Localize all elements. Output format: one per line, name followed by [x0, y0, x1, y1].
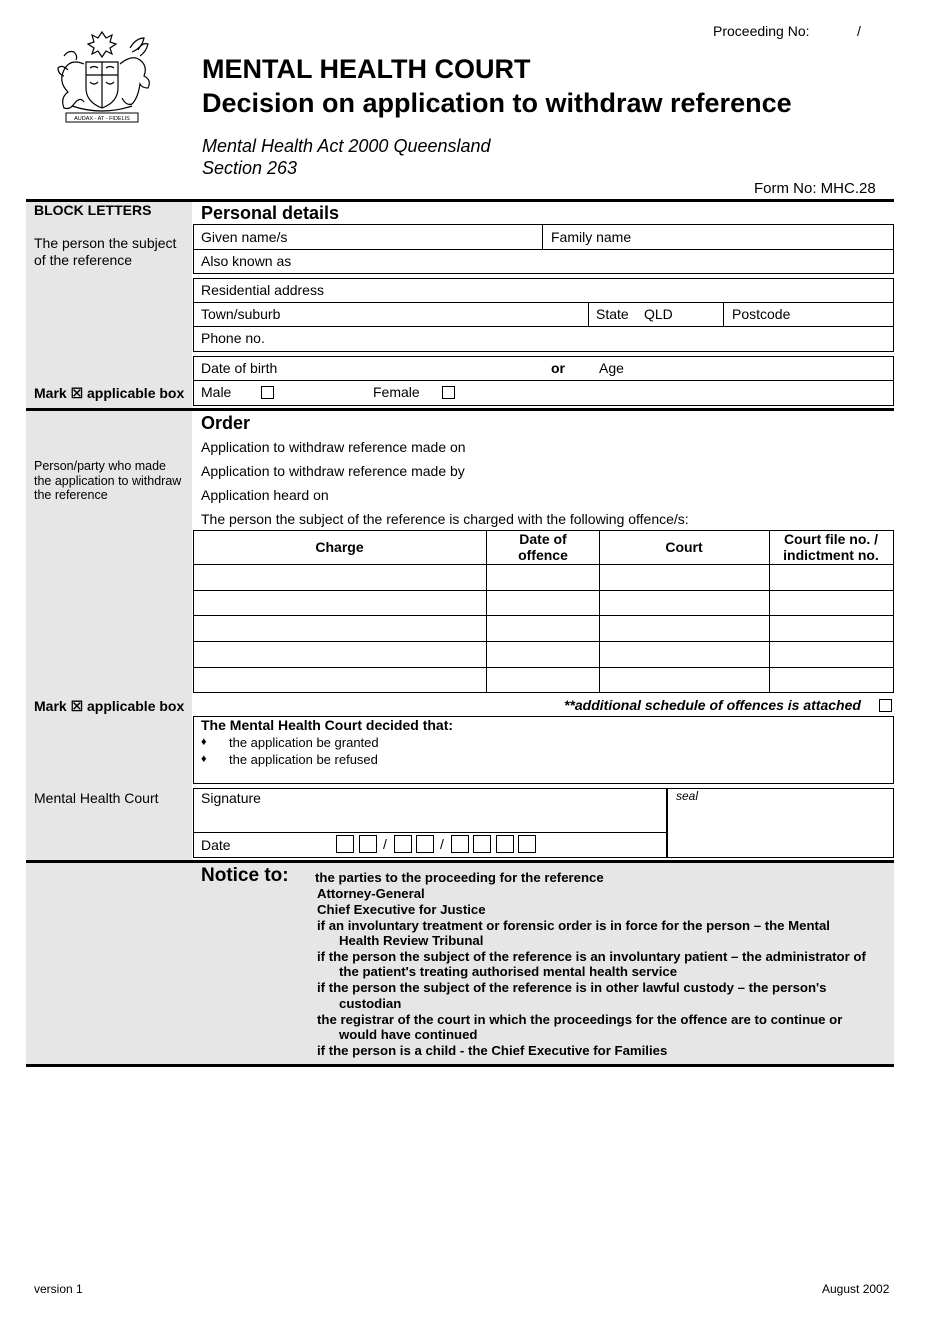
date-label: Date: [201, 837, 231, 853]
heard-on-field[interactable]: Application heard on: [201, 487, 329, 503]
date-digit-box[interactable]: [416, 835, 434, 853]
date-digit-box[interactable]: [359, 835, 377, 853]
state-value: QLD: [644, 306, 673, 322]
aka-field[interactable]: Also known as: [201, 253, 292, 269]
divider: [588, 302, 589, 326]
proceeding-no-label: Proceeding No:: [713, 23, 810, 39]
divider: [723, 302, 724, 326]
notice-line: custodian: [339, 996, 402, 1011]
column-header-charge: Charge: [315, 539, 364, 555]
signature-field[interactable]: Signature: [201, 790, 261, 806]
order-title: Order: [201, 413, 251, 433]
divider: [26, 199, 894, 202]
postcode-field[interactable]: Postcode: [732, 306, 791, 322]
applicant-label: Person/party who made the application to withdraw the reference: [34, 459, 182, 502]
female-label: Female: [373, 384, 420, 400]
additional-schedule-checkbox[interactable]: [879, 699, 892, 712]
bullet-diamond-icon: ♦: [201, 753, 207, 765]
bullet-diamond-icon: ♦: [201, 736, 207, 748]
divider: [193, 302, 894, 303]
column-header-court-file: Court file no. / indictment no.: [783, 531, 879, 563]
divider: [486, 530, 487, 693]
form-number: Form No: MHC.28: [754, 180, 876, 197]
seal-box: [667, 788, 894, 858]
notice-line: if the person is a child - the Chief Executive for Families: [317, 1043, 668, 1058]
notice-line: the parties to the proceeding for the reference: [315, 870, 604, 885]
divider: [26, 860, 894, 863]
table-row[interactable]: [194, 668, 486, 693]
given-names-field[interactable]: Given name/s: [201, 229, 288, 245]
notice-line: the patient's treating authorised mental health service: [339, 964, 678, 979]
column-header-date-of-offence: Date of offence: [518, 531, 568, 563]
personal-details-title: Personal details: [201, 203, 340, 223]
age-field[interactable]: Age: [599, 360, 624, 376]
date-digit-box[interactable]: [518, 835, 536, 853]
made-by-field[interactable]: Application to withdraw reference made by: [201, 463, 465, 479]
notice-line: Health Review Tribunal: [339, 933, 484, 948]
female-checkbox[interactable]: [442, 386, 455, 399]
state-label: State: [596, 306, 629, 322]
sidebar-personal: [26, 202, 192, 409]
divider: [193, 380, 894, 381]
notice-line: if an involuntary treatment or forensic order is in force for the person – the Mental: [317, 918, 830, 933]
proceeding-no-separator: /: [857, 23, 861, 39]
mark-box-instruction: Mark ☒ applicable box: [34, 385, 185, 401]
queensland-coat-of-arms: [50, 26, 154, 126]
divider: [769, 530, 770, 693]
form-subtitle: Decision on application to withdraw reference: [202, 88, 792, 118]
table-row[interactable]: [194, 591, 486, 615]
decision-title: The Mental Health Court decided that:: [201, 717, 454, 733]
divider: [26, 408, 894, 411]
date-digit-box[interactable]: [473, 835, 491, 853]
dob-field[interactable]: Date of birth: [201, 360, 278, 376]
date-digit-box[interactable]: [496, 835, 514, 853]
table-row[interactable]: [194, 616, 486, 641]
option-refused[interactable]: the application be refused: [229, 752, 378, 767]
charged-with-label: The person the subject of the reference is charged with the following offence/s:: [201, 511, 689, 527]
crest-motto: AUDAX - AT - FIDELIS: [74, 116, 130, 122]
made-on-field[interactable]: Application to withdraw reference made on: [201, 439, 466, 455]
male-label: Male: [201, 384, 232, 400]
divider: [542, 224, 543, 249]
notice-line: Chief Executive for Justice: [317, 902, 486, 917]
male-checkbox[interactable]: [261, 386, 274, 399]
phone-field[interactable]: Phone no.: [201, 330, 265, 346]
notice-line: if the person the subject of the reference is an involuntary patient – the administrator of: [317, 949, 866, 964]
divider: [193, 326, 894, 327]
family-name-field[interactable]: Family name: [551, 229, 632, 245]
date-digit-box[interactable]: [451, 835, 469, 853]
notice-line: Attorney-General: [317, 886, 425, 901]
or-label: or: [551, 360, 565, 376]
option-granted[interactable]: the application be granted: [229, 735, 379, 750]
subject-person-label: The person the subject of the reference: [34, 235, 177, 268]
divider: [193, 249, 894, 250]
notice-line: the registrar of the court in which the proceedings for the offence are to continue or: [317, 1012, 843, 1027]
notice-title: Notice to:: [201, 865, 289, 886]
date-digit-box[interactable]: [336, 835, 354, 853]
seal-label: seal: [676, 789, 699, 803]
date-separator: /: [383, 836, 387, 852]
dob-sex-box: [193, 356, 894, 406]
block-letters-note: BLOCK LETTERS: [34, 202, 152, 218]
additional-schedule-label: **additional schedule of offences is attached: [564, 697, 861, 713]
table-row[interactable]: [194, 565, 486, 590]
notice-line: if the person the subject of the reference is in other lawful custody – the person's: [317, 980, 827, 995]
form-title: MENTAL HEALTH COURT: [202, 54, 531, 84]
date-separator: /: [440, 836, 444, 852]
mark-box-instruction: Mark ☒ applicable box: [34, 698, 185, 714]
divider: [26, 1064, 894, 1067]
act-reference: Mental Health Act 2000 Queensland: [202, 136, 491, 156]
address-field[interactable]: Residential address: [201, 282, 324, 298]
date-digit-box[interactable]: [394, 835, 412, 853]
town-field[interactable]: Town/suburb: [201, 306, 281, 322]
column-header-court: Court: [665, 539, 703, 555]
mhc-label: Mental Health Court: [34, 790, 159, 806]
table-row[interactable]: [194, 642, 486, 667]
divider: [193, 832, 667, 833]
version-label: version 1: [34, 1282, 83, 1296]
footer-date: August 2002: [822, 1282, 890, 1296]
notice-line: would have continued: [339, 1027, 478, 1042]
section-reference: Section 263: [202, 158, 298, 178]
